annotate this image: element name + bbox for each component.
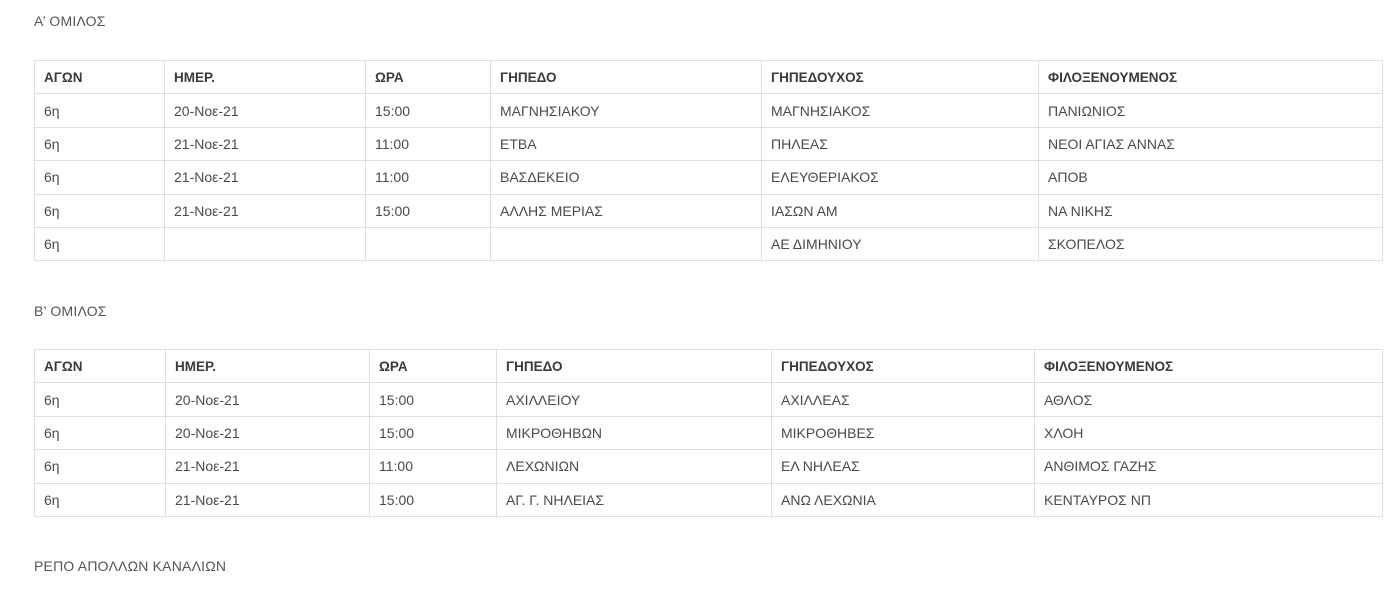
cell-away: ΣΚΟΠΕΛΟΣ xyxy=(1039,227,1383,260)
cell-date: 20-Νοε-21 xyxy=(166,416,370,449)
cell-time xyxy=(366,227,491,260)
table-row xyxy=(35,127,1383,160)
col-header-time: ΩΡΑ xyxy=(366,61,491,94)
col-header-away: ΦΙΛΟΞΕΝΟΥΜΕΝΟΣ xyxy=(1039,61,1383,94)
cell-venue: ΑΛΛΗΣ ΜΕΡΙΑΣ xyxy=(491,194,762,227)
cell-home: ΑΕ ΔΙΜΗΝΙΟΥ xyxy=(762,227,1039,260)
cell-time: 15:00 xyxy=(370,416,497,449)
cell-date: 21-Νοε-21 xyxy=(165,161,366,194)
cell-away: ΑΝΘΙΜΟΣ ΓΑΖΗΣ xyxy=(1035,450,1383,483)
cell-venue: ΒΑΣΔΕΚΕΙΟ xyxy=(491,161,762,194)
table-header-row xyxy=(35,61,1383,94)
col-header-venue: ΓΗΠΕΔΟ xyxy=(497,350,772,383)
cell-date: 20-Νοε-21 xyxy=(165,94,366,127)
cell-time: 15:00 xyxy=(370,383,497,416)
cell-venue: ΜΙΚΡΟΘΗΒΩΝ xyxy=(497,416,772,449)
table-row xyxy=(35,450,1383,483)
cell-time: 11:00 xyxy=(366,161,491,194)
cell-home: ΕΛΕΥΘΕΡΙΑΚΟΣ xyxy=(762,161,1039,194)
cell-match: 6η xyxy=(35,483,166,516)
cell-time: 15:00 xyxy=(370,483,497,516)
cell-away: ΝΕΟΙ ΑΓΙΑΣ ΑΝΝΑΣ xyxy=(1039,127,1383,160)
cell-match: 6η xyxy=(35,416,166,449)
cell-date: 21-Νοε-21 xyxy=(166,450,370,483)
cell-match: 6η xyxy=(35,227,165,260)
cell-venue: ΕΤΒΑ xyxy=(491,127,762,160)
cell-date: 21-Νοε-21 xyxy=(166,483,370,516)
table-row xyxy=(35,383,1383,416)
col-header-home: ΓΗΠΕΔΟΥΧΟΣ xyxy=(772,350,1035,383)
cell-home: ΜΙΚΡΟΘΗΒΕΣ xyxy=(772,416,1035,449)
table-row xyxy=(35,94,1383,127)
cell-home: ΠΗΛΕΑΣ xyxy=(762,127,1039,160)
cell-away: ΚΕΝΤΑΥΡΟΣ ΝΠ xyxy=(1035,483,1383,516)
cell-away: ΠΑΝΙΩΝΙΟΣ xyxy=(1039,94,1383,127)
cell-home: ΙΑΣΩΝ ΑΜ xyxy=(762,194,1039,227)
table-row xyxy=(35,227,1383,260)
cell-home: ΕΛ ΝΗΛΕΑΣ xyxy=(772,450,1035,483)
col-header-match: ΑΓΩΝ xyxy=(35,350,166,383)
cell-away: ΧΛΟΗ xyxy=(1035,416,1383,449)
cell-date: 20-Νοε-21 xyxy=(166,383,370,416)
cell-date: 21-Νοε-21 xyxy=(165,194,366,227)
col-header-time: ΩΡΑ xyxy=(370,350,497,383)
cell-away: ΑΠΟΒ xyxy=(1039,161,1383,194)
group-b-title: Β’ ΟΜΙΛΟΣ xyxy=(34,303,107,319)
cell-away: ΝΑ ΝΙΚΗΣ xyxy=(1039,194,1383,227)
group-a-table xyxy=(34,60,1383,261)
cell-match: 6η xyxy=(35,383,166,416)
cell-venue: ΑΓ. Γ. ΝΗΛΕΙΑΣ xyxy=(497,483,772,516)
table-header-row xyxy=(35,350,1383,383)
col-header-date: ΗΜΕΡ. xyxy=(165,61,366,94)
bye-note: ΡΕΠΟ ΑΠΟΛΛΩΝ ΚΑΝΑΛΙΩΝ xyxy=(34,558,227,574)
cell-match: 6η xyxy=(35,450,166,483)
col-header-home: ΓΗΠΕΔΟΥΧΟΣ xyxy=(762,61,1039,94)
cell-home: ΑΝΩ ΛΕΧΩΝΙΑ xyxy=(772,483,1035,516)
table-row xyxy=(35,416,1383,449)
cell-time: 15:00 xyxy=(366,94,491,127)
group-a-title: Α’ ΟΜΙΛΟΣ xyxy=(34,13,106,29)
cell-time: 15:00 xyxy=(366,194,491,227)
cell-away: ΑΘΛΟΣ xyxy=(1035,383,1383,416)
cell-match: 6η xyxy=(35,194,165,227)
col-header-date: ΗΜΕΡ. xyxy=(166,350,370,383)
table-row xyxy=(35,483,1383,516)
cell-time: 11:00 xyxy=(366,127,491,160)
cell-venue: ΛΕΧΩΝΙΩΝ xyxy=(497,450,772,483)
cell-date: 21-Νοε-21 xyxy=(165,127,366,160)
cell-match: 6η xyxy=(35,127,165,160)
table-row xyxy=(35,161,1383,194)
table-row xyxy=(35,194,1383,227)
col-header-match: ΑΓΩΝ xyxy=(35,61,165,94)
cell-venue: ΜΑΓΝΗΣΙΑΚΟΥ xyxy=(491,94,762,127)
cell-match: 6η xyxy=(35,94,165,127)
col-header-venue: ΓΗΠΕΔΟ xyxy=(491,61,762,94)
cell-time: 11:00 xyxy=(370,450,497,483)
cell-match: 6η xyxy=(35,161,165,194)
group-b-table xyxy=(34,349,1383,517)
cell-date xyxy=(165,227,366,260)
cell-home: ΜΑΓΝΗΣΙΑΚΟΣ xyxy=(762,94,1039,127)
cell-venue xyxy=(491,227,762,260)
col-header-away: ΦΙΛΟΞΕΝΟΥΜΕΝΟΣ xyxy=(1035,350,1383,383)
cell-home: ΑΧΙΛΛΕΑΣ xyxy=(772,383,1035,416)
cell-venue: ΑΧΙΛΛΕΙΟΥ xyxy=(497,383,772,416)
